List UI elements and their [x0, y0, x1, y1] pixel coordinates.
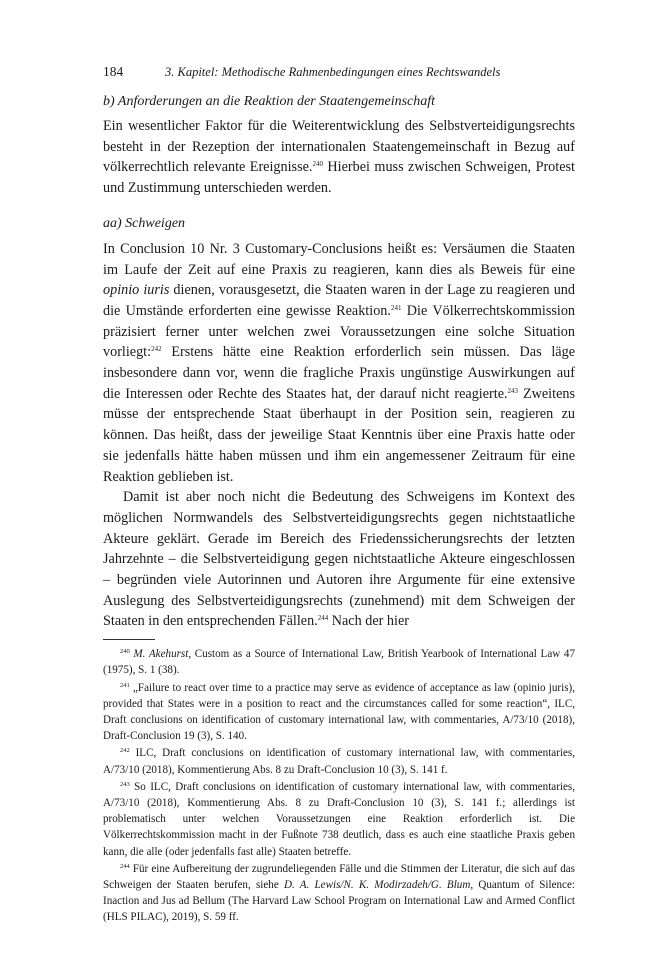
paragraph-schweigen-2: Damit ist aber noch nicht die Bedeutung des Schweigens im Kontext des möglichen Normwandels des Selbstverteidigungsrechts gegen nichtstaatliche Akteure geklärt. Gerade im Bereich des Friedenssicherungsrechts der letzten Jahrzehnte – die Selbstverteidigung gegen nichtstaatliche Akteure eingeschlossen – begründen viele Autorinnen und Autoren ihre Argumente für eine extensive Auslegung des Selbstverteidigungsrechts (zunehmend) mit dem Schweigen der Staaten in den entsprechenden Fällen.$^{244}$ Nach der hier	[103, 489, 575, 630]
footnote-ref-240[interactable]: 240	[312, 160, 323, 169]
running-title: 3. Kapitel: Methodische Rahmenbedingungen eines Rechtswandels	[165, 65, 501, 79]
section-heading-aa: aa) Schweigen	[103, 215, 186, 231]
footnote-separator	[103, 639, 155, 640]
footnotes	[103, 646, 575, 925]
page-number: 184	[103, 64, 124, 79]
footnote-243: $^{243}$ So ILC, Draft conclusions on identification of customary international law, with commentaries, A/73/10 (2018), Kommentierung Abs. 8 zu Draft-Conclusion 10 (3), S. 141 f.; allerdings ist problematisch unter welchen Voraussetzungen eine Reaktion erforderlich ist. Die Völkerrechtskommission macht in der Fußnote 738 deutlich, dass es auch eine staatliche Praxis geben kann, die alle (oder jedenfalls fast alle) Staaten betreffe.	[103, 780, 575, 858]
paragraph-schweigen-1: In Conclusion 10 Nr. 3 Customary-Conclusions heißt es: Versäumen die Staaten im Laufe der Zeit auf eine Praxis zu reagieren, kann dies als Beweis für eine opinio iuris dienen, vorausgesetzt, die Staaten waren in der Lage zu reagieren und die Umstände erforderten eine gewisse Reaktion.$^{241}$ Die Völkerrechtskommission präzisiert ferner unter welchen zwei Voraussetzungen eine solche Situation vorliegt:$^{242}$ Erstens hätte eine Reaktion erforderlich sein müssen. Das läge insbesondere dann vor, wenn die fragliche Praxis ungünstige Auswirkungen auf die Interessen oder Rechte des Staates hat, der darauf nicht reagierte.$^{243}$ Zweitens müsse der entsprechende Staat überhaupt in der Position sein, reagieren zu können. Das heißt, dass der jeweilige Staat Kenntnis über eine Praxis hatte oder sie jedenfalls hätte haben müssen und ihm ein angemessener Zeitraum für eine Reaktion geblieben ist.	[103, 240, 576, 485]
footnote-240: $^{240}$ M. Akehurst, Custom as a Source of International Law, British Yearbook of International Law 47 (1975), S. 1 (38).	[103, 648, 576, 677]
section-heading-b: b) Anforderungen an die Reaktion der Staatengemeinschaft	[103, 94, 436, 109]
document-page	[103, 56, 575, 927]
footnote-ref-244[interactable]: 244	[317, 614, 329, 623]
footnote-242: $^{242}$ ILC, Draft conclusions on identification of customary international law, with commentaries, A/73/10 (2018), Kommentierung Abs. 8 zu Draft-Conclusion 10 (3), S. 141 f.	[103, 747, 575, 776]
footnote-244: $^{244}$ Für eine Aufbereitung der zugrundeliegenden Fälle und die Stimmen der Literatur, die sich auf das Schweigen der Staaten berufen, siehe D. A. Lewis/N. K. Modirzadeh/G. Blum, Quantum of Silence: Inaction and Jus ad Bellum (The Harvard Law School Program on International Law and Armed Conflict (HLS PILAC), 2019), S. 59 ff.	[103, 862, 575, 924]
paragraph-intro: Ein wesentlicher Faktor für die Weiterentwicklung des Selbstverteidigungsrechts besteht in der Rezeption der internationalen Staatengemeinschaft in Bezug auf völkerrechtlich relevante Ereignisse.$^{240}$ Hierbei muss zwischen Schweigen, Protest und Zustimmung unterschieden werden.	[103, 118, 575, 197]
footnote-241: $^{241}$ „Failure to react over time to a practice may serve as evidence of acceptance as law (opinio juris), provided that States were in a position to react and the circumstances called for some reaction“, ILC, Draft conclusions on identification of customary international law, with commentaries, A/73/10 (2018), Draft-Conclusion 19 (3), S. 140.	[103, 681, 575, 743]
footnote-ref-243[interactable]: 243	[507, 386, 519, 395]
running-header	[103, 56, 575, 80]
footnote-ref-241[interactable]: 241	[390, 303, 402, 312]
footnote-ref-242[interactable]: 242	[151, 345, 162, 354]
